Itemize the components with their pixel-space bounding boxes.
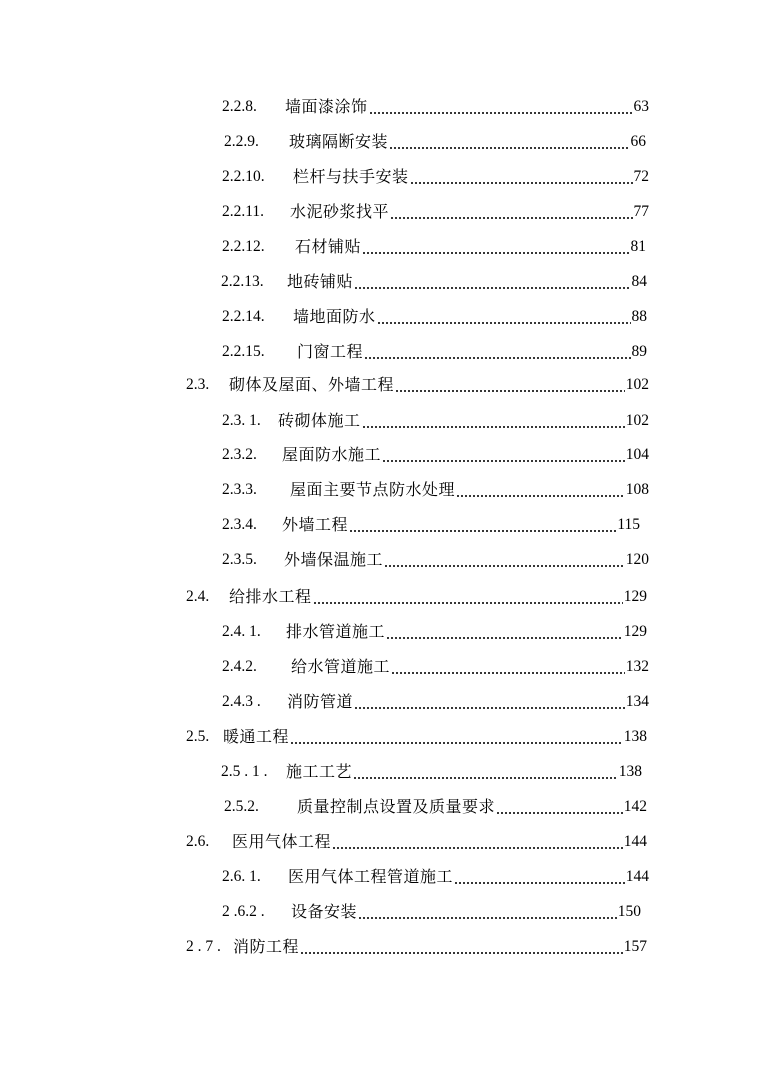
toc-entry-2-3[interactable] [186,373,649,397]
toc-entry-page: 84 [631,273,647,290]
toc-dot-leader [349,513,616,537]
toc-entry-2-6-1[interactable] [222,865,649,889]
toc-entry-title: 医用气体工程管道施工 [288,867,454,886]
toc-entry-number: 2 .6.2 . [222,903,265,920]
toc-entry-page: 77 [633,203,649,220]
toc-entry-2-3-4[interactable] [222,513,640,537]
toc-entry-2-2-9[interactable] [224,130,646,154]
toc-entry-page: 102 [625,376,649,393]
toc-entry-title: 砖砌体施工 [278,411,361,430]
toc-entry-page: 150 [617,903,641,920]
toc-dot-leader [456,478,625,502]
toc-entry-2-4-1[interactable] [222,620,647,644]
toc-entry-2-5[interactable] [186,725,647,749]
toc-entry-number: 2.2.11. [222,203,265,220]
toc-entry-2-5-2[interactable] [224,795,647,819]
toc-entry-page: 129 [623,623,647,640]
toc-entry-title: 暖通工程 [223,727,290,746]
toc-entry-number: 2.2.12. [222,238,265,255]
toc-dot-leader [382,443,625,467]
toc-entry-number: 2.2.13. [221,273,264,290]
toc-entry-2-2-13[interactable] [221,270,647,294]
toc-entry-page: 72 [633,168,649,185]
toc-entry-title: 施工工艺 [286,762,353,781]
toc-entry-title: 外墙工程 [282,515,349,534]
toc-dot-leader [391,655,625,679]
toc-entry-number: 2.2.15. [222,343,265,360]
toc-dot-leader [454,865,625,889]
toc-entry-title: 给水管道施工 [291,657,391,676]
toc-entry-page: 108 [625,481,649,498]
toc-entry-2-7[interactable] [186,935,647,959]
toc-entry-page: 104 [625,446,649,463]
toc-entry-title: 石材铺贴 [295,237,362,256]
toc-dot-leader [362,235,629,259]
toc-entry-2-2-14[interactable] [222,305,647,329]
toc-entry-title: 墙面漆涂饰 [285,97,368,116]
toc-entry-2-3-5[interactable] [222,548,649,572]
toc-dot-leader [313,585,623,609]
toc-entry-2-3-1[interactable] [222,409,649,433]
toc-entry-page: 66 [630,133,646,150]
toc-entry-title: 排水管道施工 [286,622,386,641]
toc-dot-leader [410,165,633,189]
toc-entry-title: 消防工程 [233,937,300,956]
toc-entry-2-2-11[interactable] [222,200,649,224]
toc-entry-page: 63 [633,98,649,115]
toc-entry-number: 2.5.2. [224,798,259,815]
toc-entry-number: 2.5 . 1 . [221,763,268,780]
toc-dot-leader [358,900,617,924]
toc-entry-2-2-12[interactable] [222,235,646,259]
toc-entry-2-2-10[interactable] [222,165,649,189]
toc-entry-number: 2.4. [186,588,210,605]
toc-entry-title: 地砖铺贴 [287,272,354,291]
toc-dot-leader [395,373,625,397]
toc-entry-number: 2.2.14. [222,308,265,325]
toc-entry-title: 外墙保温施工 [284,550,384,569]
toc-entry-page: 157 [623,938,647,955]
toc-dot-leader [354,270,630,294]
toc-entry-number: 2.3.5. [222,551,257,568]
toc-entry-number: 2.2.9. [224,133,259,150]
toc-entry-number: 2.4.3 . [222,693,261,710]
toc-dot-leader [290,725,623,749]
toc-entry-2-4-2[interactable] [222,655,649,679]
toc-entry-page: 144 [623,833,647,850]
toc-entry-page: 115 [617,516,640,533]
toc-dot-leader [496,795,623,819]
toc-entry-page: 132 [625,658,649,675]
toc-entry-title: 墙地面防水 [293,307,376,326]
toc-dot-leader [384,548,625,572]
toc-entry-number: 2.4. 1. [222,623,261,640]
toc-dot-leader [369,95,633,119]
toc-entry-page: 138 [623,728,647,745]
toc-entry-title: 设备安装 [291,902,358,921]
toc-entry-page: 81 [630,238,646,255]
toc-entry-page: 120 [625,551,649,568]
toc-entry-2-6-2[interactable] [222,900,641,924]
toc-dot-leader [353,760,618,784]
toc-entry-2-2-8[interactable] [222,95,649,119]
toc-entry-number: 2.6. [186,833,210,850]
toc-dot-leader [362,409,625,433]
toc-entry-number: 2.4.2. [222,658,257,675]
toc-entry-title: 屋面防水施工 [282,445,382,464]
toc-entry-title: 水泥砂浆找平 [290,202,390,221]
toc-entry-page: 142 [623,798,647,815]
toc-dot-leader [300,935,623,959]
toc-entry-page: 134 [625,693,649,710]
toc-entry-title: 栏杆与扶手安装 [293,167,409,186]
toc-dot-leader [377,305,631,329]
toc-entry-2-4[interactable] [186,585,647,609]
toc-entry-number: 2.2.8. [222,98,257,115]
toc-entry-number: 2.3. [186,376,210,393]
toc-dot-leader [364,340,630,364]
toc-entry-title: 门窗工程 [297,342,364,361]
toc-entry-number: 2.3.2. [222,446,257,463]
toc-entry-title: 医用气体工程 [232,832,332,851]
toc-entry-number: 2.6. 1. [222,868,261,885]
toc-entry-page: 144 [625,868,649,885]
toc-entry-title: 玻璃隔断安装 [289,132,389,151]
toc-entry-2-6[interactable] [186,830,647,854]
toc-entry-number: 2.2.10. [222,168,265,185]
toc-entry-2-5-1[interactable] [221,760,642,784]
toc-entry-number: 2 . 7 . [186,938,221,955]
toc-entry-number: 2.3. 1. [222,412,261,429]
toc-entry-title: 质量控制点设置及质量要求 [297,797,496,816]
toc-entry-page: 102 [625,412,649,429]
toc-entry-2-3-3[interactable] [222,478,649,502]
toc-dot-leader [390,200,632,224]
toc-dot-leader [332,830,623,854]
toc-entry-number: 2.3.3. [222,481,257,498]
toc-entry-2-4-3[interactable] [222,690,649,714]
toc-entry-title: 屋面主要节点防水处理 [290,480,456,499]
toc-entry-number: 2.3.4. [222,516,257,533]
toc-entry-title: 消防管道 [287,692,354,711]
toc-entry-page: 89 [631,343,647,360]
toc-entry-page: 129 [623,588,647,605]
toc-dot-leader [389,130,629,154]
toc-entry-title: 给排水工程 [229,587,312,606]
toc-dot-leader [354,690,625,714]
toc-entry-page: 138 [618,763,642,780]
toc-entry-title: 砌体及屋面、外墙工程 [229,375,395,394]
toc-entry-2-2-15[interactable] [222,340,647,364]
toc-entry-number: 2.5. [186,728,210,745]
toc-entry-page: 88 [631,308,647,325]
toc-entry-2-3-2[interactable] [222,443,649,467]
toc-dot-leader [386,620,623,644]
